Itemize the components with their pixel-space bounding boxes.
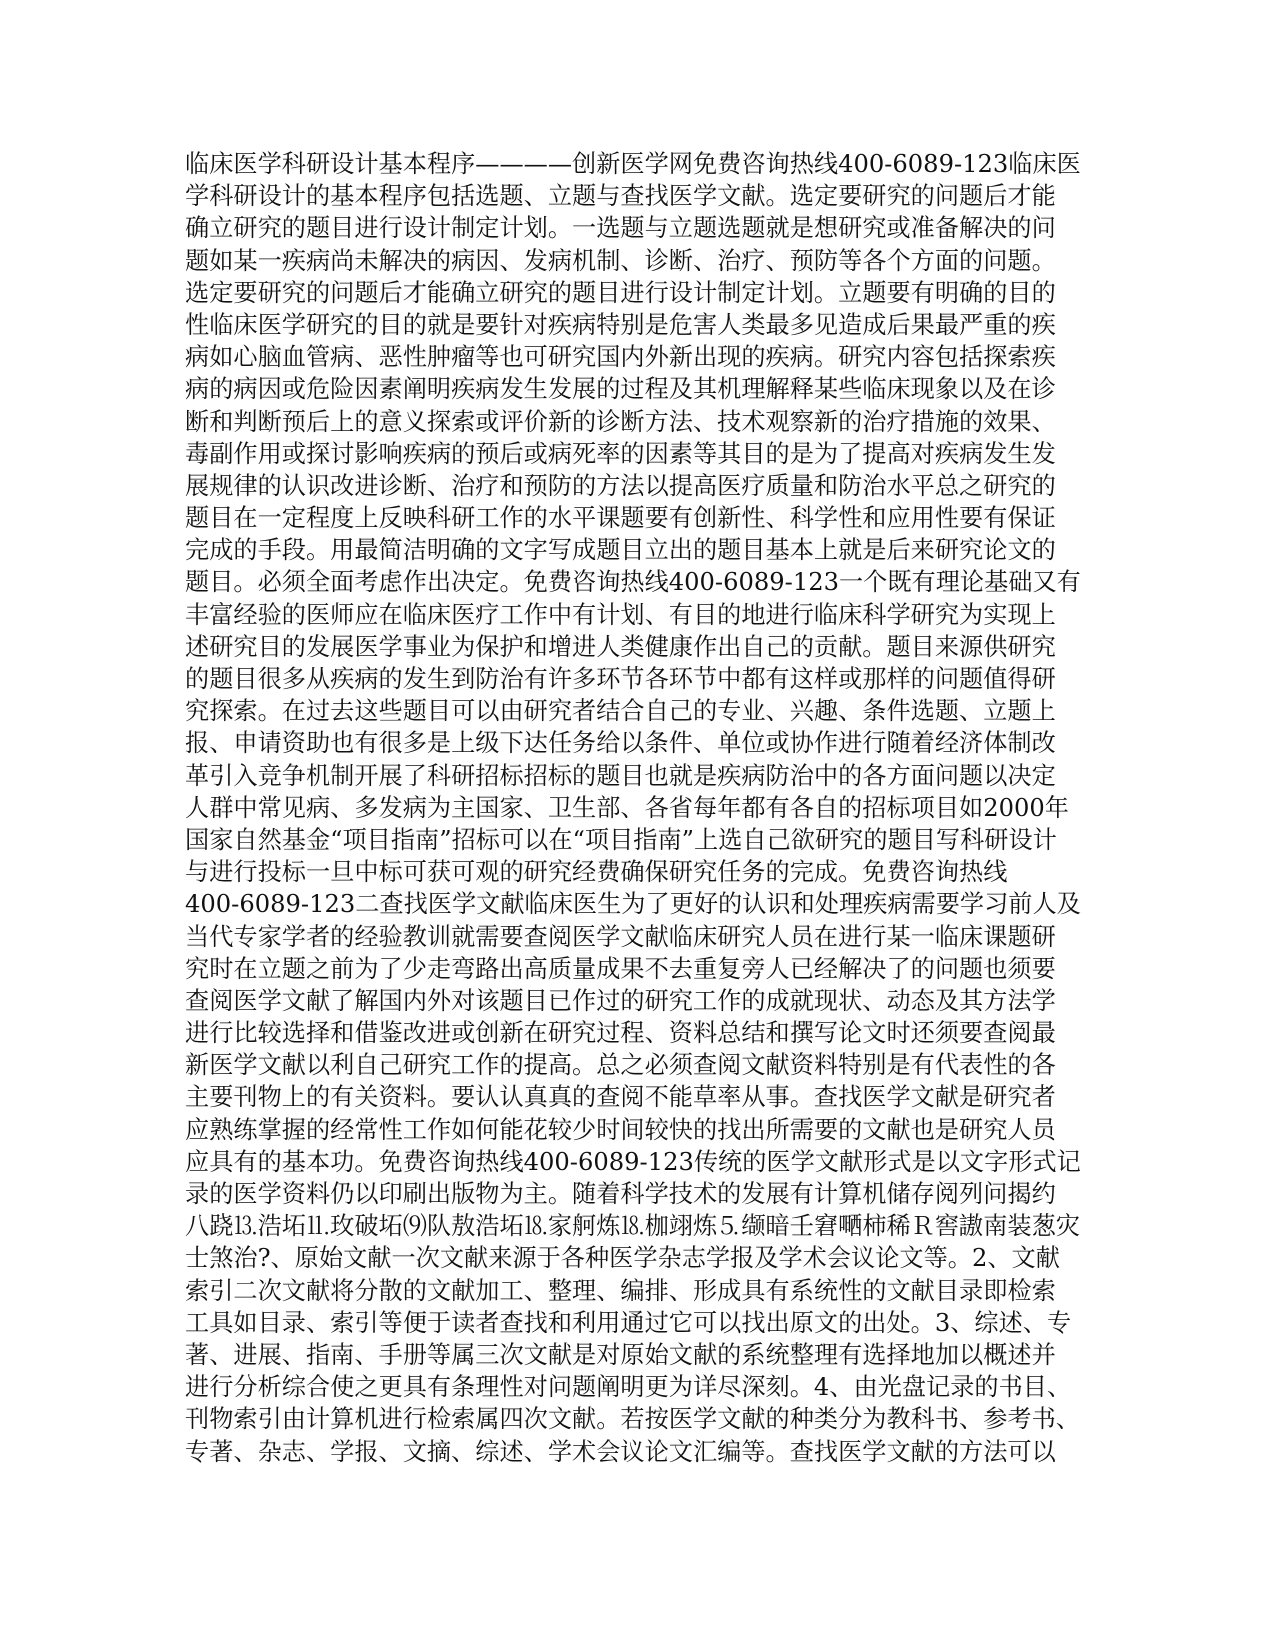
text-line: 与进行投标一旦中标可获可观的研究经费确保研究任务的完成。免费咨询热线 bbox=[185, 858, 1008, 887]
text-line: 八跷⒔浩坧⒒玫破坧⑼队敖浩坧⒙家舸炼⒙枷翊炼⒌缬暗壬窘嗮柿稀Ｒ窖謸南装葱灾 bbox=[185, 1212, 1080, 1241]
text-line: 刊物索引由计算机进行检索属四次文献。若按医学文献的种类分为教科书、参考书、 bbox=[185, 1405, 1080, 1434]
text-line: 断和判断预后上的意义探索或评价新的诊断方法、技术观察新的治疗措施的效果、 bbox=[185, 407, 1056, 436]
text-line: 究时在立题之前为了少走弯路出高质量成果不去重复旁人已经解决了的问题也须要 bbox=[185, 954, 1056, 983]
document-body bbox=[185, 148, 1085, 1468]
text-line: 病如心脑血管病、恶性肿瘤等也可研究国内外新出现的疾病。研究内容包括探索疾 bbox=[185, 343, 1056, 372]
text-line: 究探索。在过去这些题目可以由研究者结合自己的专业、兴趣、条件选题、立题上 bbox=[185, 697, 1056, 726]
text-line: 临床医学科研设计基本程序————创新医学网免费咨询热线400-6089-123临床医 bbox=[185, 150, 1081, 178]
text-line: 录的医学资料仍以印刷出版物为主。随着科学技术的发展有计算机储存阅列问揭约 bbox=[185, 1180, 1056, 1208]
text-line: 400-6089-123二查找医学文献临床医生为了更好的认识和处理疾病需要学习前人及 bbox=[185, 890, 1081, 919]
text-line: 题目在一定程度上反映科研工作的水平课题要有创新性、科学性和应用性要有保证 bbox=[185, 504, 1056, 533]
text-line: 丰富经验的医师应在临床医疗工作中有计划、有目的地进行临床科学研究为实现上 bbox=[185, 600, 1056, 629]
text-line: 病的病因或危险因素阐明疾病发生发展的过程及其机理解释某些临床现象以及在诊 bbox=[185, 375, 1056, 404]
text-line: 选定要研究的问题后才能确立研究的题目进行设计制定计划。立题要有明确的目的 bbox=[185, 278, 1056, 307]
text-line: 报、申请资助也有很多是上级下达任务给以条件、单位或协作进行随着经济体制改 bbox=[185, 729, 1056, 758]
text-line: 完成的手段。用最简洁明确的文字写成题目立出的题目基本上就是后来研究论文的 bbox=[185, 536, 1056, 565]
text-line: 士煞治?、原始文献一次文献来源于各种医学杂志学报及学术会议论文等。2、文献 bbox=[185, 1244, 1060, 1273]
text-line: 的题目很多从疾病的发生到防治有许多环节各环节中都有这样或那样的问题值得研 bbox=[185, 665, 1056, 693]
text-line: 展规律的认识改进诊断、治疗和预防的方法以提高医疗质量和防治水平总之研究的 bbox=[185, 471, 1056, 500]
text-line: 专著、杂志、学报、文摘、综述、学术会议论文汇编等。查找医学文献的方法可以 bbox=[185, 1437, 1056, 1466]
text-line: 工具如目录、索引等便于读者查找和利用通过它可以找出原文的出处。3、综述、专 bbox=[185, 1308, 1072, 1337]
text-line: 人群中常见病、多发病为主国家、卫生部、各省每年都有各自的招标项目如2000年 bbox=[185, 793, 1069, 822]
text-line: 当代专家学者的经验教训就需要查阅医学文献临床研究人员在进行某一临床课题研 bbox=[185, 922, 1056, 951]
text-line: 主要刊物上的有关资料。要认认真真的查阅不能草率从事。查找医学文献是研究者 bbox=[185, 1083, 1056, 1112]
text-line: 进行比较选择和借鉴改进或创新在研究过程、资料总结和撰写论文时还须要查阅最 bbox=[185, 1019, 1056, 1048]
text-line: 题目。必须全面考虑作出决定。免费咨询热线400-6089-123一个既有理论基础又有 bbox=[185, 568, 1081, 597]
text-line: 应熟练掌握的经常性工作如何能花较少时间较快的找出所需要的文献也是研究人员 bbox=[185, 1115, 1056, 1144]
text-line: 学科研设计的基本程序包括选题、立题与查找医学文献。选定要研究的问题后才能 bbox=[185, 182, 1056, 211]
text-line: 索引二次文献将分散的文献加工、整理、编排、形成具有系统性的文献目录即检索 bbox=[185, 1276, 1056, 1305]
text-line: 进行分析综合使之更具有条理性对问题阐明更为详尽深刻。4、由光盘记录的书目、 bbox=[185, 1373, 1072, 1402]
text-line: 查阅医学文献了解国内外对该题目已作过的研究工作的成就现状、动态及其方法学 bbox=[185, 986, 1056, 1015]
text-line: 应具有的基本功。免费咨询热线400-6089-123传统的医学文献形式是以文字形式记 bbox=[185, 1147, 1081, 1176]
text-line: 性临床医学研究的目的就是要针对疾病特别是危害人类最多见造成后果最严重的疾 bbox=[185, 310, 1056, 339]
text-line: 述研究目的发展医学事业为保护和增进人类健康作出自己的贡献。题目来源供研究 bbox=[185, 632, 1056, 661]
text-line: 著、进展、指南、手册等属三次文献是对原始文献的系统整理有选择地加以概述并 bbox=[185, 1340, 1056, 1369]
text-line: 毒副作用或探讨影响疾病的预后或病死率的因素等其目的是为了提高对疾病发生发 bbox=[185, 439, 1056, 468]
text-line: 国家自然基金“项目指南”招标可以在“项目指南”上选自己欲研究的题目写科研设计 bbox=[185, 825, 1057, 854]
text-line: 确立研究的题目进行设计制定计划。一选题与立题选题就是想研究或准备解决的问 bbox=[185, 214, 1056, 243]
text-line: 题如某一疾病尚未解决的病因、发病机制、诊断、治疗、预防等各个方面的问题。 bbox=[185, 246, 1056, 275]
text-line: 革引入竞争机制开展了科研招标招标的题目也就是疾病防治中的各方面问题以决定 bbox=[185, 761, 1056, 790]
text-line: 新医学文献以利自己研究工作的提高。总之必须查阅文献资料特别是有代表性的各 bbox=[185, 1051, 1056, 1080]
